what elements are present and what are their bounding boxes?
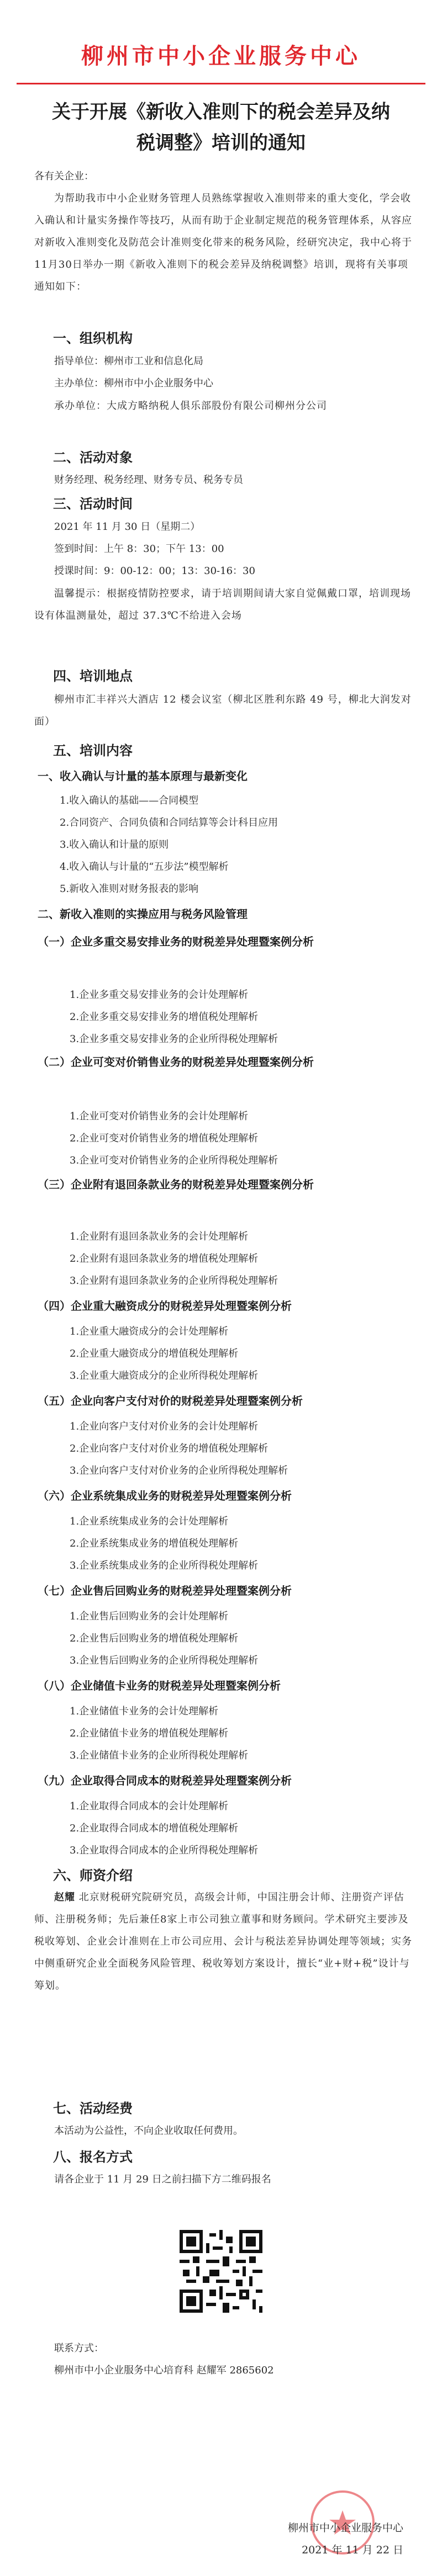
host-unit: 主办单位：柳州市中小企业服务中心 [54, 378, 213, 389]
content-1-item-4: 4.收入确认与计量的“五步法”模型解析 [60, 861, 229, 873]
document-title [0, 97, 442, 158]
case-2-item-2: 2.企业可变对价销售业务的增值税处理解析 [70, 1133, 259, 1144]
case-7-title: （七）企业售后回购业务的财税差异处理暨案例分析 [38, 1584, 292, 1597]
case-3-item-1: 1.企业附有退回条款业务的会计处理解析 [70, 1231, 249, 1242]
case-7-item-2: 2.企业售后回购业务的增值税处理解析 [70, 1633, 239, 1644]
case-1-title: （一）企业多重交易安排业务的财税差异处理暨案例分析 [38, 935, 314, 948]
instructor-bio [34, 1887, 415, 1997]
case-1-item-1: 1.企业多重交易安排业务的会计处理解析 [70, 989, 249, 1001]
content-part-2: 二、新收入准则的实操应用与税务风险管理 [38, 907, 248, 921]
case-2-item-1: 1.企业可变对价销售业务的会计处理解析 [70, 1111, 249, 1122]
case-8-item-3: 3.企业储值卡业务的企业所得税处理解析 [70, 1750, 249, 1761]
case-5-item-1: 1.企业向客户支付对价业务的会计处理解析 [70, 1421, 259, 1432]
case-6-title: （六）企业系统集成业务的财税差异处理暨案例分析 [38, 1489, 292, 1502]
case-6-item-2: 2.企业系统集成业务的增值税处理解析 [70, 1538, 239, 1549]
case-5-item-2: 2.企业向客户支付对价业务的增值税处理解析 [70, 1443, 269, 1454]
case-4-title: （四）企业重大融资成分的财税差异处理暨案例分析 [38, 1299, 292, 1313]
fee-text: 本活动为公益性，不向企业收取任何费用。 [54, 2125, 243, 2137]
case-6-item-3: 3.企业系统集成业务的企业所得税处理解析 [70, 1560, 259, 1571]
case-6-item-1: 1.企业系统集成业务的会计处理解析 [70, 1516, 229, 1527]
contact-label: 联系方式： [54, 2343, 104, 2354]
header-divider [17, 83, 425, 84]
class-time: 授课时间：9：00-12：00；13：30-16：30 [54, 565, 255, 577]
qr-code-icon[interactable] [180, 2230, 262, 2313]
signature-date: 2021 年 11 月 22 日 [302, 2544, 403, 2556]
section-4-heading: 四、培训地点 [53, 668, 133, 684]
organizer-unit: 承办单位：大成方略纳税人俱乐部股份有限公司柳州分公司 [54, 400, 327, 412]
guide-unit: 指导单位：柳州市工业和信息化局 [54, 355, 203, 367]
content-1-item-3: 3.收入确认和计量的原则 [60, 839, 169, 851]
health-tip: 温馨提示：根据疫情防控要求，请于培训期间请大家自觉佩戴口罩，培训现场设有体温测量处，超过 37.3℃不给进入会场 [34, 588, 411, 622]
case-2-title: （二）企业可变对价销售业务的财税差异处理暨案例分析 [38, 1055, 314, 1069]
venue-text: 柳州市汇丰祥兴大酒店 12 楼会议室（柳北区胜利东路 49 号，柳北大润发对面） [34, 694, 412, 727]
contact-text: 柳州市中小企业服务中心培育科 赵耀军 2865602 [54, 2365, 274, 2376]
section-3-heading: 三、活动时间 [53, 496, 133, 512]
content-1-item-1: 1.收入确认的基础——合同模型 [60, 795, 199, 806]
case-2-item-3: 3.企业可变对价销售业务的企业所得税处理解析 [70, 1155, 278, 1166]
case-3-item-3: 3.企业附有退回条款业务的企业所得税处理解析 [70, 1275, 278, 1287]
section-1-heading: 一、组织机构 [53, 330, 133, 346]
case-7-item-1: 1.企业售后回购业务的会计处理解析 [70, 1611, 229, 1622]
section-2-heading: 二、活动对象 [53, 449, 133, 465]
section-7-heading: 七、活动经费 [53, 2100, 133, 2116]
case-4-item-2: 2.企业重大融资成分的增值税处理解析 [70, 1348, 239, 1359]
case-5-title: （五）企业向客户支付对价的财税差异处理暨案例分析 [38, 1394, 303, 1407]
signature-org: 柳州市中小企业服务中心 [287, 2522, 403, 2534]
case-9-title: （九）企业取得合同成本的财税差异处理暨案例分析 [38, 1774, 292, 1787]
section-8-heading: 八、报名方式 [53, 2149, 133, 2165]
case-3-item-2: 2.企业附有退回条款业务的增值税处理解析 [70, 1253, 259, 1265]
event-date: 2021 年 11 月 30 日（星期二） [54, 521, 201, 533]
case-8-title: （八）企业储值卡业务的财税差异处理暨案例分析 [38, 1679, 281, 1692]
case-5-item-3: 3.企业向客户支付对价业务的企业所得税处理解析 [70, 1465, 288, 1476]
case-8-item-2: 2.企业储值卡业务的增值税处理解析 [70, 1728, 229, 1739]
audience-text: 财务经理、税务经理、财务专员、税务专员 [54, 474, 243, 486]
header-org-title: 柳州市中小企业服务中心 [81, 44, 361, 69]
case-9-item-3: 3.企业取得合同成本的企业所得税处理解析 [70, 1845, 259, 1856]
document-title-line2: 税调整》培训的通知 [136, 132, 306, 154]
content-1-item-2: 2.合同资产、合同负债和合同结算等会计科目应用 [60, 817, 278, 828]
case-1-item-3: 3.企业多重交易安排业务的企业所得税处理解析 [70, 1033, 278, 1045]
instructor-name: 赵耀 [54, 1892, 75, 1903]
case-3-title: （三）企业附有退回条款业务的财税差异处理暨案例分析 [38, 1178, 314, 1191]
case-8-item-1: 1.企业储值卡业务的会计处理解析 [70, 1706, 219, 1717]
salutation: 各有关企业： [34, 171, 94, 182]
signin-time: 签到时间：上午 8：30；下午 13：00 [54, 543, 224, 555]
content-part-1: 一、收入确认与计量的基本原理与最新变化 [38, 769, 248, 783]
document-title-line1: 关于开展《新收入准则下的税会差异及纳 [52, 101, 390, 123]
registration-text: 请各企业于 11 月 29 日之前扫描下方二维码报名 [54, 2174, 271, 2185]
content-1-item-5: 5.新收入准则对财务报表的影响 [60, 883, 199, 895]
case-4-item-3: 3.企业重大融资成分的企业所得税处理解析 [70, 1370, 259, 1382]
case-9-item-2: 2.企业取得合同成本的增值税处理解析 [70, 1823, 239, 1834]
case-4-item-1: 1.企业重大融资成分的会计处理解析 [70, 1326, 229, 1337]
case-9-item-1: 1.企业取得合同成本的会计处理解析 [70, 1800, 229, 1812]
section-5-heading: 五、培训内容 [53, 742, 133, 758]
instructor-bio-text: 北京财税研究院研究员，高级会计师，中国注册会计师、注册资产评估师、注册税务师；先后兼任8家上市公司独立董事和财务顾问。学术研究主要涉及税收筹划、企业会计准则在上市公司应用、会计与税法差异协调处理等领域；实务中侧重研究企业全面税务风险管理、税收筹划方案设计，擅长“业+财+税”设计与筹划。 [34, 1892, 412, 1991]
case-7-item-3: 3.企业售后回购业务的企业所得税处理解析 [70, 1655, 259, 1666]
intro-paragraph: 为帮助我市中小企业财务管理人员熟练掌握收入准则带来的重大变化，学会收入确认和计量实务操作等技巧，从而有助于企业制定规范的税务管理体系，从容应对新收入准则变化及防范会计准则变化带来的税务风险，经研究决定，我中心将于11月30日举办一期《新收入准则下的税会差异及纳税调整》培训，现将有关事项通知如下： [34, 193, 412, 293]
case-1-item-2: 2.企业多重交易安排业务的增值税处理解析 [70, 1011, 259, 1023]
section-6-heading: 六、师资介绍 [53, 1867, 133, 1883]
